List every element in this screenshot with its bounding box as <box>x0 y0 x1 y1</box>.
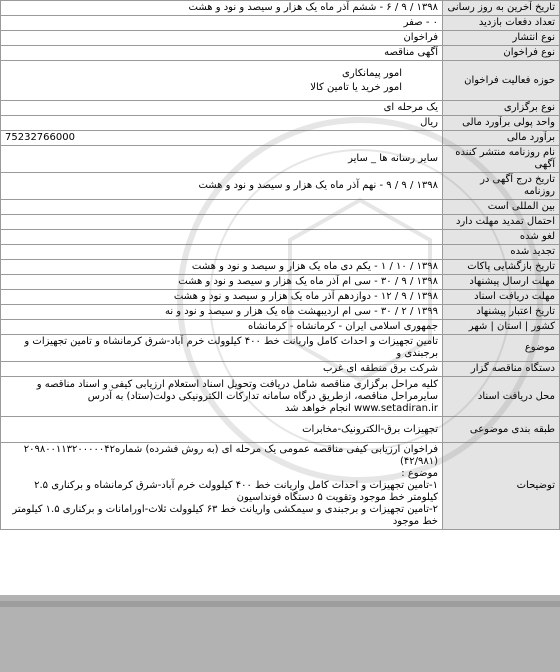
row-value-line: ۱۳۹۸ / ۹ / ۹ - نهم آذر ماه یک هزار و سیصد و نود و هشت <box>198 180 438 191</box>
info-row <box>1 31 560 46</box>
row-value <box>1 173 443 200</box>
info-row <box>1 305 560 320</box>
row-label: برآورد مالی <box>443 131 560 146</box>
row-value <box>1 377 443 417</box>
row-value <box>1 275 443 290</box>
info-row <box>1 200 560 215</box>
info-row <box>1 61 560 101</box>
row-label: تاریخ اعتبار پیشنهاد <box>443 305 560 320</box>
row-label: لغو شده <box>443 230 560 245</box>
row-value-line: تامین تجهیزات و احداث کامل واریانت خط ۴۰۰ کیلوولت خرم آباد-شرق کرمانشاه و تامین تجهیزات و برجبندی و <box>24 336 438 359</box>
info-row <box>1 46 560 61</box>
row-label: بین المللی است <box>443 200 560 215</box>
row-value-line: ۱۳۹۸ / ۹ / ۳۰ - سی ام آذر ماه یک هزار و سیصد و نود و هشت <box>178 276 438 287</box>
row-label: نام روزنامه منتشر کننده آگهی <box>443 146 560 173</box>
row-value-line: تجهیزات برق-الکترونیک-مخابرات <box>302 423 438 435</box>
row-value <box>1 116 443 131</box>
row-label: تجدید شده <box>443 245 560 260</box>
row-label: تعداد دفعات بازدید <box>443 16 560 31</box>
info-row <box>1 131 560 146</box>
info-row <box>1 260 560 275</box>
row-value <box>1 31 443 46</box>
row-value-line: ریال <box>420 117 438 128</box>
row-label: مهلت دریافت اسناد <box>443 290 560 305</box>
row-value <box>1 46 443 61</box>
row-value <box>1 417 443 443</box>
row-label: طبقه بندی موضوعی <box>443 417 560 443</box>
info-row <box>1 230 560 245</box>
row-label: نوع انتشار <box>443 31 560 46</box>
row-value <box>1 61 443 101</box>
row-value-line: آگهی مناقصه <box>384 47 438 58</box>
info-row <box>1 417 560 443</box>
row-value-line: سایر رسانه ها _ سایر <box>348 153 438 164</box>
row-value-line: ۱۳۹۸ / ۹ / ۶ - ششم آذر ماه یک هزار و سیصد و نود و هشت <box>188 2 438 13</box>
info-row <box>1 377 560 417</box>
row-value <box>1 16 443 31</box>
footer-stripe <box>0 601 560 607</box>
row-value-line: امور خرید یا تامین کالا <box>310 81 402 93</box>
row-label: موضوع <box>443 335 560 362</box>
row-value-line: جمهوری اسلامی ایران - کرمانشاه - کرمانشاه <box>247 321 438 332</box>
row-value <box>1 260 443 275</box>
row-value-line: ۱۳۹۸ / ۱۰ / ۱ - یکم دی ماه یک هزار و سیصد و نود و هشت <box>191 261 438 272</box>
row-value <box>1 200 443 215</box>
row-value <box>1 230 443 245</box>
row-value-line: ۰ - صفر <box>403 17 438 28</box>
info-row <box>1 275 560 290</box>
info-row <box>1 173 560 200</box>
row-value <box>1 146 443 173</box>
row-label: نوع فراخوان <box>443 46 560 61</box>
info-row <box>1 443 560 530</box>
row-value-line: ۱۳۹۸ / ۹ / ۱۲ - دوازدهم آذر ماه یک هزار و سیصد و نود و هشت <box>173 291 438 302</box>
row-value-line: کلیه مراحل برگزاری مناقصه شامل دریافت وتحویل اسناد استعلام ارزیابی کیفی و اسناد مناقصه و سایرمراحل مناقصه، ازطریق درگاه سامانه تدارکات الکترونیکی دولت(ستاد) به آدرس www.setadiran.ir انجام خواهد شد <box>36 378 438 414</box>
row-value-line: یک مرحله ای <box>383 102 438 113</box>
row-value-line: ۱-تامین تجهیزات و احداث کامل واریانت خط ۴۰۰ کیلوولت خرم آباد-شرق کرمانشاه و برکناری ۲.۵ کیلومتر خط موجود وتقویت ۵ دستگاه فونداسیون <box>34 480 438 503</box>
row-value <box>1 290 443 305</box>
row-value <box>1 443 443 530</box>
row-value-line: موضوع : <box>401 468 438 479</box>
row-value-line: امور پیمانکاری <box>342 67 402 79</box>
footer-band <box>0 595 560 672</box>
row-value <box>1 1 443 16</box>
row-value <box>1 245 443 260</box>
row-label: توضیحات <box>443 443 560 530</box>
row-label: تاریخ بازگشایی پاکات <box>443 260 560 275</box>
info-row <box>1 16 560 31</box>
info-row <box>1 1 560 16</box>
info-row <box>1 116 560 131</box>
row-label: کشور | استان | شهر <box>443 320 560 335</box>
tender-info-rows <box>1 1 560 530</box>
row-label: دستگاه مناقصه گزار <box>443 362 560 377</box>
row-label: مهلت ارسال پیشنهاد <box>443 275 560 290</box>
row-label: تاریخ درج آگهی در روزنامه <box>443 173 560 200</box>
row-value-line: 75232766000 <box>5 132 75 143</box>
info-row <box>1 362 560 377</box>
row-value <box>1 320 443 335</box>
info-row <box>1 320 560 335</box>
row-label: نوع برگزاری <box>443 101 560 116</box>
info-row <box>1 146 560 173</box>
row-value <box>1 335 443 362</box>
row-value <box>1 131 443 146</box>
info-row <box>1 245 560 260</box>
row-value <box>1 215 443 230</box>
info-row <box>1 335 560 362</box>
row-value <box>1 305 443 320</box>
info-row <box>1 290 560 305</box>
row-value-line: فراخوان ارزیابی کیفی مناقصه عمومی یک مرحله ای (به روش فشرده) شماره۲۰۹۸۰۰۱۱۳۲۰۰۰۰۰۴۲ (۴۲/۹۸۱) <box>23 444 438 467</box>
info-row <box>1 215 560 230</box>
row-label: واحد پولی برآورد مالی <box>443 116 560 131</box>
row-value-line: ۲-تامین تجهیزات و برجبندی و سیمکشی واریانت خط ۶۳ کیلوولت ثلاث-اورامانات و برکناری ۱.۵ کیلومتر خط موجود <box>12 504 438 527</box>
row-value-line: شرکت برق منطقه ای غرب <box>322 363 438 374</box>
row-label: حوزه فعالیت فراخوان <box>443 61 560 101</box>
row-value-line: ۱۳۹۹ / ۲ / ۳۰ - سی ام اردیبهشت ماه یک هزار و سیصد و نود و نه <box>164 306 438 317</box>
row-value-line: فراخوان <box>403 32 438 43</box>
row-label: محل دریافت اسناد <box>443 377 560 417</box>
row-label: تاریخ آخرین به روز رسانی <box>443 1 560 16</box>
row-value <box>1 362 443 377</box>
row-label: احتمال تمدید مهلت دارد <box>443 215 560 230</box>
info-row <box>1 101 560 116</box>
row-value <box>1 101 443 116</box>
